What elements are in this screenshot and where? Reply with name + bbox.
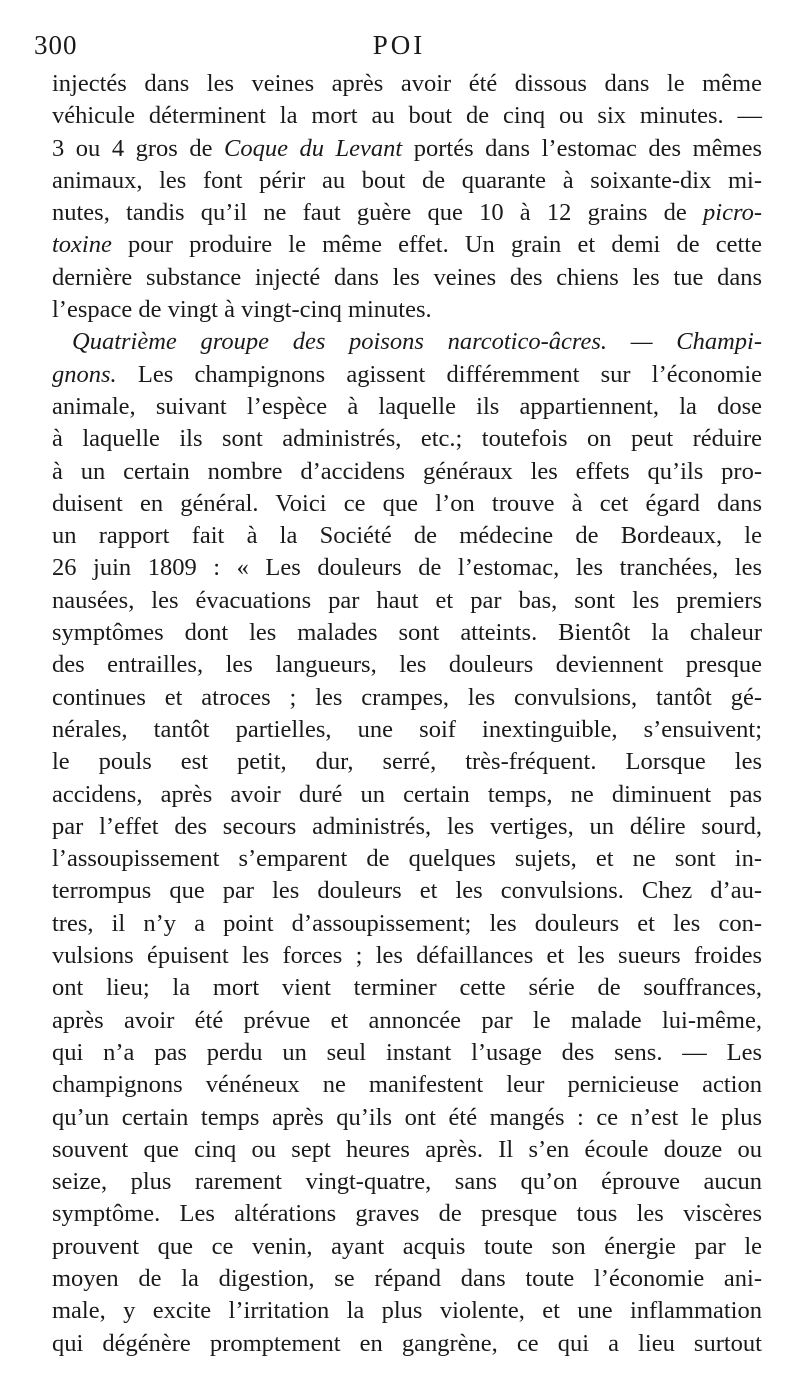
text-segment: accidens, après avoir duré un certain temps, ne diminuent pas [52, 780, 762, 808]
text-segment: à laquelle ils sont administrés, etc.; toutefois on peut réduire [52, 425, 762, 453]
italic-text: picro- [703, 199, 762, 227]
text-line [52, 940, 762, 972]
text-line [52, 262, 762, 294]
text-line [52, 133, 762, 165]
text-line [52, 1328, 762, 1360]
text-line [52, 423, 762, 455]
text-line [52, 972, 762, 1004]
text-segment: par l’effet des secours administrés, les vertiges, un délire sourd, [52, 812, 762, 840]
running-head: POI [372, 30, 426, 60]
text-line [52, 1069, 762, 1101]
body-text [52, 68, 762, 1360]
text-line [52, 294, 762, 326]
text-line [52, 68, 762, 100]
text-segment: symptôme. Les altérations graves de presque tous les viscères [52, 1200, 762, 1228]
text-segment: male, y excite l’irritation la plus violente, et une inflammation [52, 1297, 762, 1325]
text-segment: continues et atroces ; les crampes, les convulsions, tantôt gé- [52, 683, 762, 711]
text-line [52, 552, 762, 584]
text-segment: symptômes dont les malades sont atteints. Bientôt la chaleur [52, 619, 762, 647]
text-line [52, 1198, 762, 1230]
text-segment: nausées, les évacuations par haut et par bas, sont les premiers [52, 586, 762, 614]
text-line [52, 682, 762, 714]
text-segment: l’assoupissement s’emparent de quelques sujets, et ne sont in- [52, 845, 762, 873]
text-segment: souvent que cinq ou sept heures après. Il s’en écoule douze ou [52, 1135, 762, 1163]
text-line [52, 520, 762, 552]
text-segment: champignons vénéneux ne manifestent leur pernicieuse action [52, 1071, 762, 1099]
text-segment: moyen de la digestion, se répand dans toute l’économie ani- [52, 1264, 762, 1292]
text-segment: terrompus que par les douleurs et les convulsions. Chez d’au- [52, 877, 762, 905]
text-line [52, 488, 762, 520]
text-segment: dernière substance injecté dans les veines des chiens les tue dans [52, 263, 762, 291]
text-line [52, 1102, 762, 1134]
text-segment: 26 juin 1809 : « Les douleurs de l’estomac, les tranchées, les [52, 554, 762, 582]
text-segment: animaux, les font périr au bout de quarante à soixante-dix mi- [52, 166, 762, 194]
text-segment: après avoir été prévue et annoncée par le malade lui-même, [52, 1006, 762, 1034]
text-line [52, 1295, 762, 1327]
text-segment: tres, il n’y a point d’assoupissement; les douleurs et les con- [52, 909, 762, 937]
text-line [52, 1005, 762, 1037]
text-line [52, 1263, 762, 1295]
text-line [52, 1037, 762, 1069]
italic-text: gnons. [52, 360, 117, 388]
page-header [34, 30, 764, 66]
text-line [52, 585, 762, 617]
italic-text: toxine [52, 231, 112, 259]
text-line [52, 779, 762, 811]
text-segment: 3 ou 4 gros de [52, 134, 224, 162]
text-segment: nutes, tandis qu’il ne faut guère que 10 à 12 grains de [52, 199, 704, 227]
text-line [52, 875, 762, 907]
text-segment: injectés dans les veines après avoir été dissous dans le même [52, 70, 762, 97]
text-segment: seize, plus rarement vingt-quatre, sans qu’on éprouve aucun [52, 1168, 762, 1196]
text-line [52, 843, 762, 875]
italic-text: Quatrième groupe des poisons narcotico-âcres. — Champi- [72, 328, 762, 356]
text-line [52, 649, 762, 681]
text-line [52, 165, 762, 197]
text-segment: un rapport fait à la Société de médecine de Bordeaux, le [52, 522, 762, 550]
text-segment: des entrailles, les langueurs, les douleurs deviennent presque [52, 651, 762, 679]
text-segment: Les champignons agissent différemment sur l’économie [116, 360, 762, 388]
text-segment: qui dégénère promptement en gangrène, ce qui a lieu surtout [52, 1329, 762, 1357]
text-segment: pour produire le même effet. Un grain et demi de cette [111, 231, 762, 259]
text-segment: le pouls est petit, dur, serré, très-fréquent. Lorsque les [52, 748, 762, 776]
text-segment: qu’un certain temps après qu’ils ont été mangés : ce n’est le plus [52, 1103, 762, 1131]
text-line [52, 391, 762, 423]
text-segment: vulsions épuisent les forces ; les défaillances et les sueurs froides [52, 942, 762, 970]
text-segment: à un certain nombre d’accidens généraux les effets qu’ils pro- [52, 457, 762, 485]
text-segment: portés dans l’estomac des mêmes [402, 134, 762, 162]
text-segment: nérales, tantôt partielles, une soif inextinguible, s’ensuivent; [52, 715, 762, 743]
page-number: 300 [34, 30, 78, 60]
text-segment: ont lieu; la mort vient terminer cette série de souffrances, [52, 974, 762, 1002]
text-line [52, 1166, 762, 1198]
text-segment: véhicule déterminent la mort au bout de cinq ou six minutes. — [52, 102, 762, 130]
text-line [52, 908, 762, 940]
italic-text: Coque du Levant [224, 134, 403, 162]
text-line [52, 456, 762, 488]
text-line [72, 326, 762, 358]
text-segment: l’espace de vingt à vingt-cinq minutes. [52, 296, 432, 324]
text-line [52, 714, 762, 746]
text-segment: prouvent que ce venin, ayant acquis toute son énergie par le [52, 1232, 762, 1260]
text-segment: duisent en général. Voici ce que l’on trouve à cet égard dans [52, 489, 762, 517]
text-line [52, 1134, 762, 1166]
text-line [52, 617, 762, 649]
text-line [52, 359, 762, 391]
text-segment: qui n’a pas perdu un seul instant l’usage des sens. — Les [52, 1038, 762, 1066]
text-line [52, 229, 762, 261]
text-line [52, 811, 762, 843]
text-line [52, 100, 762, 132]
text-line [52, 197, 762, 229]
text-line [52, 1231, 762, 1263]
text-line [52, 746, 762, 778]
text-segment: animale, suivant l’espèce à laquelle ils appartiennent, la dose [52, 392, 762, 420]
